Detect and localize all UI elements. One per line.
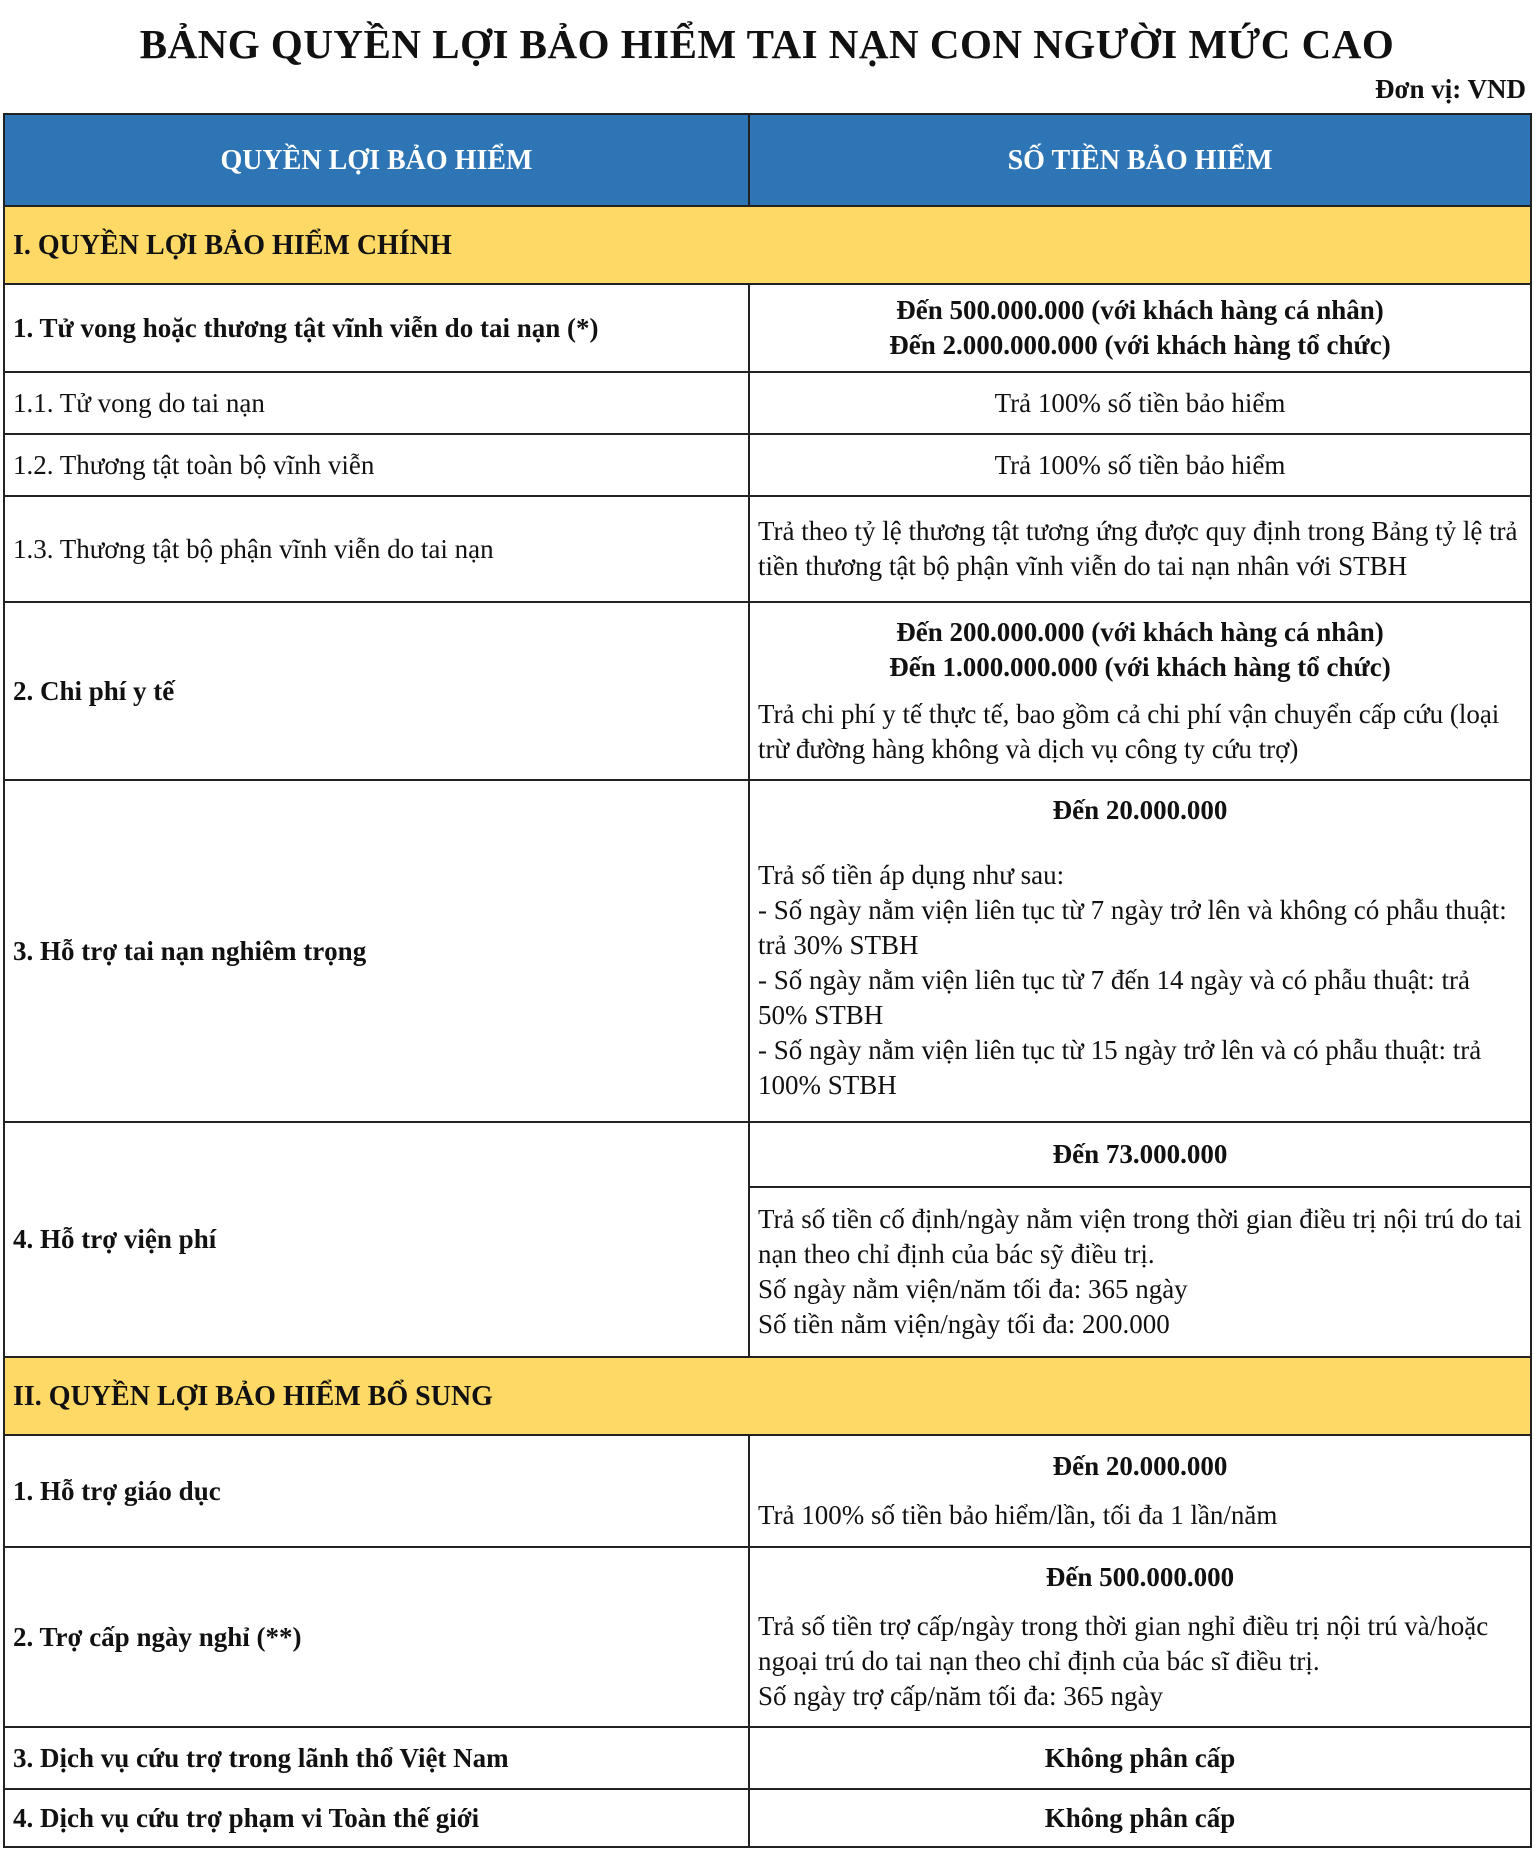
- section-main-title: I. QUYỀN LỢI BẢO HIỂM CHÍNH: [4, 206, 1531, 284]
- row-label: 3. Dịch vụ cứu trợ trong lãnh thổ Việt Nam: [4, 1727, 749, 1789]
- section-main: [4, 206, 1531, 284]
- row-value: [749, 1435, 1531, 1547]
- section-additional-title: II. QUYỀN LỢI BẢO HIỂM BỔ SUNG: [4, 1357, 1531, 1435]
- row-line: - Số ngày nằm viện liên tục từ 7 đến 14 ngày và có phẫu thuật: trả 50% STBH: [758, 965, 1470, 1030]
- row-value: [749, 1122, 1531, 1357]
- row-value: [749, 780, 1531, 1122]
- header-amount: SỐ TIỀN BẢO HIỂM: [749, 114, 1531, 206]
- page-title: BẢNG QUYỀN LỢI BẢO HIỂM TAI NẠN CON NGƯỜI MỨC CAO: [139, 21, 1395, 67]
- row-value: Trả theo tỷ lệ thương tật tương ứng được quy định trong Bảng tỷ lệ trả tiền thương tật bộ phận vĩnh viễn do tai nạn nhân với STBH: [749, 496, 1531, 602]
- unit-label: Đơn vị: VND: [1375, 74, 1526, 104]
- table-row: [4, 1435, 1531, 1547]
- table-row: [4, 1122, 1531, 1357]
- row-value: Không phân cấp: [749, 1727, 1531, 1789]
- table-row: [4, 1727, 1531, 1789]
- amount-individual: Đến 500.000.000 (với khách hàng cá nhân): [896, 295, 1384, 325]
- row-value: [749, 1547, 1531, 1727]
- table-row: [4, 284, 1531, 372]
- row-amount: Đến 500.000.000: [1045, 1562, 1235, 1592]
- row-line: - Số ngày nằm viện liên tục từ 7 ngày trở lên và không có phẫu thuật: trả 30% STBH: [758, 895, 1507, 960]
- row-line: Trả số tiền áp dụng như sau:: [758, 860, 1065, 890]
- row-line: Số tiền nằm viện/ngày tối đa: 200.000: [758, 1309, 1170, 1339]
- row-label: 1. Hỗ trợ giáo dục: [4, 1435, 749, 1547]
- row-line: - Số ngày nằm viện liên tục từ 15 ngày trở lên và có phẫu thuật: trả 100% STBH: [758, 1035, 1482, 1100]
- table-row: [4, 496, 1531, 602]
- row-value: Không phân cấp: [749, 1789, 1531, 1847]
- row-value: Trả 100% số tiền bảo hiểm: [749, 372, 1531, 434]
- row-description: Trả chi phí y tế thực tế, bao gồm cả chi phí vận chuyển cấp cứu (loại trừ đường hàng không và dịch vụ công ty cứu trợ): [758, 699, 1500, 764]
- row-value: [749, 602, 1531, 780]
- row-line: Trả số tiền trợ cấp/ngày trong thời gian nghỉ điều trị nội trú và/hoặc ngoại trú do tai nạn theo chỉ định của bác sĩ điều trị.: [758, 1611, 1489, 1676]
- row-details: [750, 1188, 1530, 1356]
- table-row: [4, 602, 1531, 780]
- amount-individual: Đến 200.000.000 (với khách hàng cá nhân): [896, 617, 1384, 647]
- header-benefit: QUYỀN LỢI BẢO HIỂM: [4, 114, 749, 206]
- table-row: [4, 1547, 1531, 1727]
- row-label: 2. Trợ cấp ngày nghỉ (**): [4, 1547, 749, 1727]
- row-amount: [749, 284, 1531, 372]
- section-additional: [4, 1357, 1531, 1435]
- row-label: 1.1. Tử vong do tai nạn: [4, 372, 749, 434]
- row-amount: Đến 73.000.000: [750, 1123, 1530, 1188]
- row-line: Số ngày nằm viện/năm tối đa: 365 ngày: [758, 1274, 1188, 1304]
- row-label: 1.2. Thương tật toàn bộ vĩnh viễn: [4, 434, 749, 496]
- row-label: 4. Hỗ trợ viện phí: [4, 1122, 749, 1357]
- row-label: 3. Hỗ trợ tai nạn nghiêm trọng: [4, 780, 749, 1122]
- table-row: [4, 434, 1531, 496]
- row-value: Trả 100% số tiền bảo hiểm: [749, 434, 1531, 496]
- row-line: Trả số tiền cố định/ngày nằm viện trong thời gian điều trị nội trú do tai nạn theo chỉ định của bác sỹ điều trị.: [758, 1204, 1522, 1269]
- row-amount: Đến 20.000.000: [1052, 795, 1228, 825]
- table-row: [4, 372, 1531, 434]
- table-header: [4, 114, 1531, 206]
- row-label: 2. Chi phí y tế: [4, 602, 749, 780]
- table-row: [4, 780, 1531, 1122]
- benefits-table: [3, 113, 1532, 1848]
- table-row: [4, 1789, 1531, 1847]
- row-label: 1. Tử vong hoặc thương tật vĩnh viễn do tai nạn (*): [4, 284, 749, 372]
- amount-organization: Đến 1.000.000.000 (với khách hàng tổ chức): [889, 652, 1391, 682]
- row-label: 1.3. Thương tật bộ phận vĩnh viễn do tai nạn: [4, 496, 749, 602]
- row-amount: Đến 20.000.000: [1052, 1451, 1228, 1481]
- amount-organization: Đến 2.000.000.000 (với khách hàng tổ chức): [889, 330, 1391, 360]
- row-label: 4. Dịch vụ cứu trợ phạm vi Toàn thế giới: [4, 1789, 749, 1847]
- row-line: Số ngày trợ cấp/năm tối đa: 365 ngày: [758, 1681, 1163, 1711]
- row-description: Trả 100% số tiền bảo hiểm/lần, tối đa 1 lần/năm: [758, 1500, 1278, 1530]
